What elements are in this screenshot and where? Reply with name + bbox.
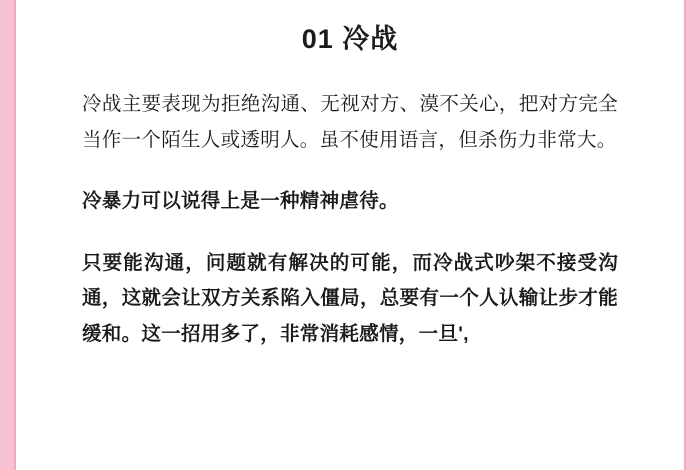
page-title: 01 冷战 [301,24,399,54]
white-card [26,0,674,470]
card-content [26,0,674,352]
paragraph-1: 冷战主要表现为拒绝沟通、无视对方、漠不关心，把对方完全当作一个陌生人或透明人。虽不使用语言，但杀伤力非常大。 [82,93,618,151]
paragraph-3: 只要能沟通，问题就有解决的可能，而冷战式吵架不接受沟通，这就会让双方关系陷入僵局，总要有一个人认输让步才能缓和。这一招用多了，非常消耗感情，一旦', [82,251,618,345]
paragraph-2: 冷暴力可以说得上是一种精神虐待。 [82,190,399,213]
